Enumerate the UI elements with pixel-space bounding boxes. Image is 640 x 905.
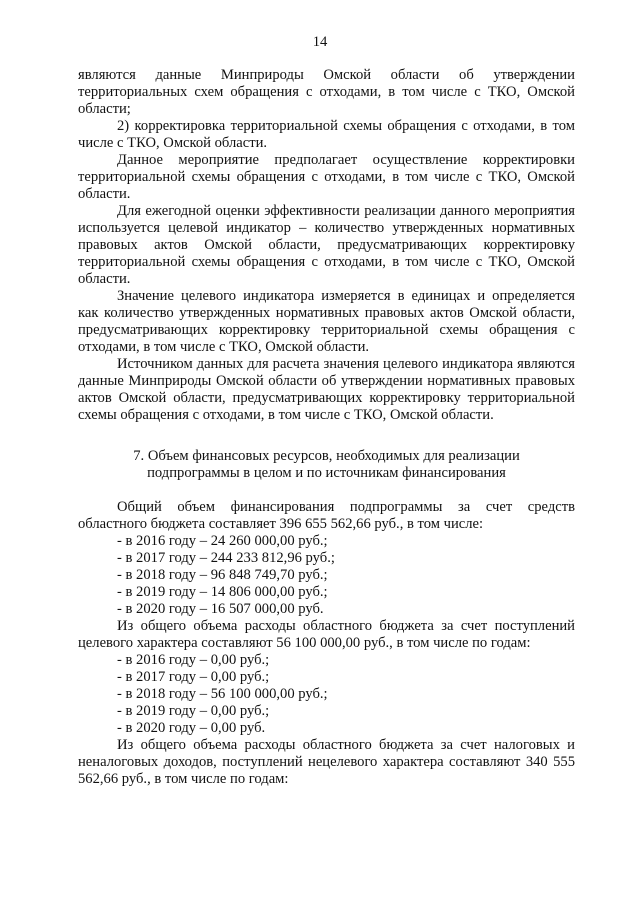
list-item: - в 2017 году – 0,00 руб.;: [117, 669, 270, 685]
list-item: - в 2020 году – 0,00 руб.: [117, 720, 266, 736]
paragraph-indicator-data-source: Источником данных для расчета значения целевого индикатора являются данные Минприроды Омской области об утверждении нормативных правовых актов Омской области, предусматривающих корректировку территориальной схемы обращения с отходами, в том числе с ТКО, Омской области.: [78, 356, 575, 423]
list-item: - в 2019 году – 14 806 000,00 руб.;: [117, 584, 328, 600]
paragraph-tax-financing: Из общего объема расходы областного бюджета за счет налоговых и неналоговых доходов, поступлений нецелевого характера составляют 340 555 562,66 руб., в том числе по годам:: [78, 737, 575, 787]
list-item: - в 2017 году – 244 233 812,96 руб.;: [117, 550, 335, 566]
paragraph-targeted-financing: Из общего объема расходы областного бюджета за счет поступлений целевого характера составляют 56 100 000,00 руб., в том числе по годам:: [78, 618, 575, 651]
document-body: [78, 67, 575, 788]
list-item: - в 2018 году – 96 848 749,70 руб.;: [117, 567, 328, 583]
paragraph-total-financing: Общий объем финансирования подпрограммы за счет средств областного бюджета составляет 396 655 562,66 руб., в том числе:: [78, 499, 575, 532]
list-item: - в 2016 году – 0,00 руб.;: [117, 652, 270, 668]
list-item: - в 2020 году – 16 507 000,00 руб.: [117, 601, 324, 617]
list-total-by-year: [78, 533, 575, 618]
paragraph-target-indicator: Для ежегодной оценки эффективности реализации данного мероприятия используется целевой индикатор – количество утвержденных нормативных правовых актов Омской области, предусматривающих корректировку территориальной схемы обращения с отходами, в том числе с ТКО, Омской области.: [78, 203, 575, 287]
list-item: - в 2016 году – 24 260 000,00 руб.;: [117, 533, 328, 549]
paragraph-indicator-measurement: Значение целевого индикатора измеряется в единицах и определяется как количество утвержденных нормативных правовых актов Омской области, предусматривающих корректировку территориальной схемы обращения с отходами, в том числе с ТКО, Омской области.: [78, 288, 575, 355]
section-heading-line-2: подпрограммы в целом и по источникам финансирования: [147, 465, 506, 481]
paragraph-data-source-schemes: являются данные Минприроды Омской области об утверждении территориальных схем обращения с отходами, в том числе с ТКО, Омской области;: [78, 67, 575, 117]
section-heading: [78, 448, 575, 482]
section-heading-line-1: 7. Объем финансовых ресурсов, необходимых для реализации: [133, 448, 520, 464]
list-targeted-by-year: [78, 652, 575, 737]
list-item: - в 2019 году – 0,00 руб.;: [117, 703, 270, 719]
list-item: - в 2018 году – 56 100 000,00 руб.;: [117, 686, 328, 702]
page-number: 14: [312, 34, 328, 50]
paragraph-item-2: 2) корректировка территориальной схемы обращения с отходами, в том числе с ТКО, Омской области.: [78, 118, 575, 151]
paragraph-measure-description: Данное мероприятие предполагает осуществление корректировки территориальной схемы обращения с отходами, в том числе с ТКО, Омской области.: [78, 152, 575, 202]
